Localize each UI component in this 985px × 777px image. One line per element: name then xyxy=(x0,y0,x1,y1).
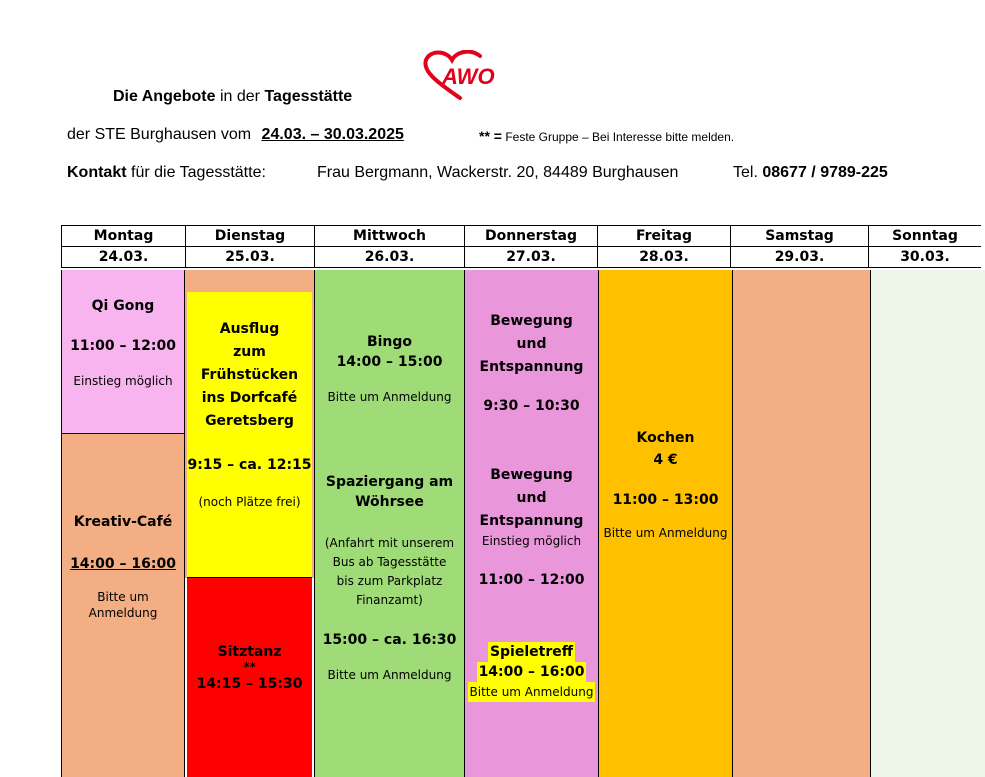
day-date: 25.03. xyxy=(186,247,315,268)
day-name: Mittwoch xyxy=(315,226,465,247)
event-bingo xyxy=(315,334,464,404)
period-date: 24.03. – 30.03.2025 xyxy=(261,126,404,143)
event-note: Einstieg möglich xyxy=(481,534,582,548)
column-wednesday xyxy=(315,270,465,777)
event-title: ins Dorfcafé xyxy=(201,390,298,406)
day-name: Sonntag xyxy=(869,226,982,247)
event-time: 9:30 – 10:30 xyxy=(483,398,580,414)
day-date: 26.03. xyxy=(315,247,465,268)
event-title: und xyxy=(516,336,547,352)
event-title: Qi Gong xyxy=(91,298,155,314)
title-part: Tagesstätte xyxy=(264,88,353,105)
event-title: Bewegung xyxy=(490,313,573,329)
day-date: 30.03. xyxy=(869,247,982,268)
period-line xyxy=(67,126,735,144)
event-spaziergang xyxy=(315,474,464,682)
day-date: 29.03. xyxy=(731,247,869,268)
event-note: (Anfahrt mit unserem xyxy=(324,536,455,550)
event-title: Bingo xyxy=(366,334,413,350)
column-saturday xyxy=(733,270,871,777)
event-note: Bus ab Tagesstätte xyxy=(332,555,447,569)
schedule-body xyxy=(61,270,985,777)
event-title: Geretsberg xyxy=(205,413,294,429)
day-date: 28.03. xyxy=(598,247,731,268)
event-qi-gong xyxy=(62,270,184,434)
event-title: Ausflug xyxy=(219,321,280,337)
event-time: 14:00 – 16:00 xyxy=(70,556,176,572)
day-name: Donnerstag xyxy=(465,226,598,247)
event-time: 14:15 – 15:30 xyxy=(196,676,303,692)
event-sitztanz xyxy=(187,578,312,777)
legend-note xyxy=(479,128,734,144)
column-friday xyxy=(599,270,733,777)
page-title xyxy=(113,88,352,106)
event-title: Spieletreff xyxy=(489,644,574,660)
legend-text: Feste Gruppe – Bei Interesse bitte melden. xyxy=(505,130,735,144)
fixed-group-stars: ** xyxy=(243,660,256,674)
contact-label: Kontakt xyxy=(67,164,127,181)
contact-rest: für die Tagesstätte: xyxy=(131,164,266,181)
event-bewegung-2 xyxy=(465,464,598,592)
contact-line xyxy=(67,164,888,182)
event-note: Anmeldung xyxy=(88,606,158,620)
event-note: Finanzamt) xyxy=(356,593,423,607)
event-title: Bewegung xyxy=(490,467,573,483)
event-title: Frühstücken xyxy=(200,367,299,383)
column-monday xyxy=(61,270,185,777)
event-price: 4 € xyxy=(653,452,678,468)
event-title: Entspannung xyxy=(479,513,584,529)
day-name: Dienstag xyxy=(186,226,315,247)
day-date: 27.03. xyxy=(465,247,598,268)
event-title: zum xyxy=(233,344,266,360)
event-note: Bitte um Anmeldung xyxy=(603,526,728,540)
title-part: in der xyxy=(219,88,261,105)
event-note: Bitte um Anmeldung xyxy=(327,668,452,682)
day-name: Freitag xyxy=(598,226,731,247)
title-part: Die Angebote xyxy=(113,88,216,105)
event-bewegung-1 xyxy=(465,310,598,418)
column-tuesday xyxy=(185,270,315,777)
day-name: Samstag xyxy=(731,226,869,247)
event-note: Einstieg möglich xyxy=(73,374,173,388)
event-title: und xyxy=(516,490,547,506)
contact-person: Frau Bergmann, Wackerstr. 20, 84489 Burghausen xyxy=(317,164,679,181)
column-thursday xyxy=(465,270,599,777)
event-title: Entspannung xyxy=(479,359,584,375)
day-date: 24.03. xyxy=(62,247,186,268)
awo-logo xyxy=(420,50,500,105)
event-note: Bitte um xyxy=(97,590,149,604)
tel-number: 08677 / 9789-225 xyxy=(762,164,888,181)
event-note: (noch Plätze frei) xyxy=(198,495,301,509)
event-title: Kochen xyxy=(636,430,695,446)
tel-label: Tel. xyxy=(733,164,758,181)
event-time: 11:00 – 12:00 xyxy=(70,338,176,354)
event-time: 11:00 – 12:00 xyxy=(478,572,585,588)
day-name-row xyxy=(62,226,982,247)
event-ausflug xyxy=(187,292,312,578)
contact-tel xyxy=(733,164,888,182)
column-sunday xyxy=(871,270,985,777)
event-title: Kreativ-Café xyxy=(73,514,173,530)
event-note: bis zum Parkplatz xyxy=(336,574,443,588)
event-title: Wöhrsee xyxy=(355,494,424,510)
day-date-row xyxy=(62,247,982,268)
schedule-header xyxy=(61,225,981,268)
event-title: Sitztanz xyxy=(217,644,282,660)
event-spieletreff xyxy=(465,642,598,702)
legend-stars: ** = xyxy=(479,128,502,144)
day-name: Montag xyxy=(62,226,186,247)
event-time: 14:00 – 16:00 xyxy=(478,664,585,680)
event-kochen xyxy=(599,430,732,540)
event-note: Bitte um Anmeldung xyxy=(468,682,596,702)
event-time: 9:15 – ca. 12:15 xyxy=(187,457,312,473)
svg-text:AWO: AWO xyxy=(442,64,495,89)
event-title: Spaziergang am xyxy=(325,474,454,490)
event-kreativ-cafe xyxy=(62,434,184,777)
period-prefix: der STE Burghausen vom xyxy=(67,126,252,143)
event-time: 14:00 – 15:00 xyxy=(336,354,443,370)
event-note: Bitte um Anmeldung xyxy=(327,390,452,404)
event-time: 15:00 – ca. 16:30 xyxy=(322,632,457,648)
event-time: 11:00 – 13:00 xyxy=(612,492,719,508)
